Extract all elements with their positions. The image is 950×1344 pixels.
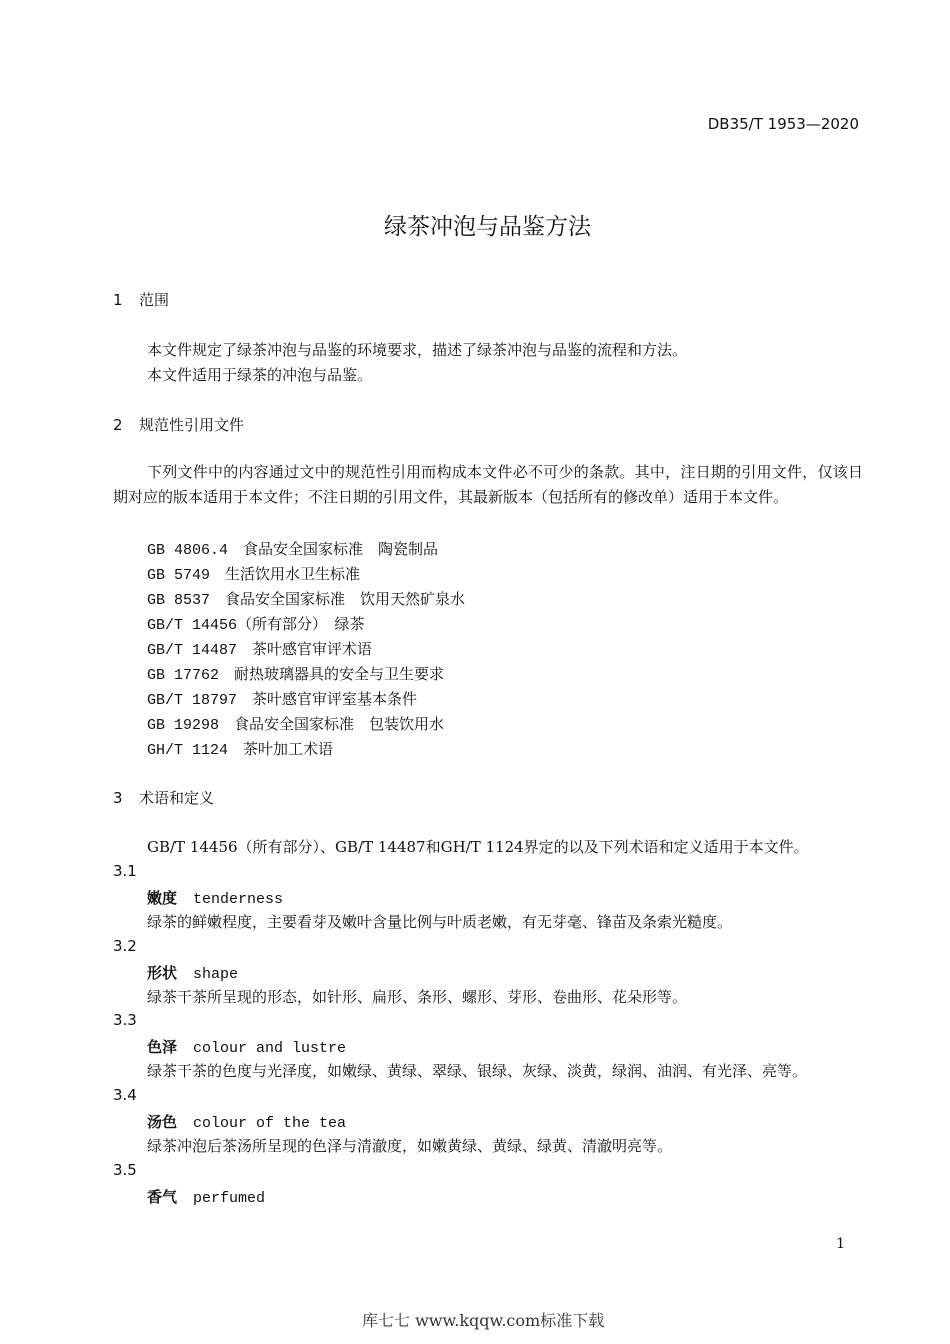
section-number: 1	[113, 291, 123, 309]
clause-number: 3.1	[113, 862, 137, 880]
section-number: 2	[113, 416, 123, 434]
section-title: 规范性引用文件	[139, 416, 245, 434]
scope-paragraph-2: 本文件适用于绿茶的冲泡与品鉴。	[147, 366, 373, 384]
reference-item: GB/T 18797 茶叶感官审评室基本条件	[147, 690, 418, 709]
scope-paragraph-1: 本文件规定了绿茶冲泡与品鉴的环境要求，描述了绿茶冲泡与品鉴的流程和方法。	[147, 341, 688, 359]
reference-item: GB 8537 食品安全国家标准 饮用天然矿泉水	[147, 590, 466, 609]
reference-item: GH/T 1124 茶叶加工术语	[147, 740, 334, 759]
section-title: 术语和定义	[139, 789, 215, 807]
page-number: 1	[836, 1236, 845, 1252]
term-heading: 形状 shape	[147, 964, 239, 983]
clause-number: 3.4	[113, 1086, 137, 1104]
section-title: 范围	[139, 291, 170, 309]
clause-number: 3.3	[113, 1011, 137, 1029]
clause-number: 3.5	[113, 1161, 137, 1179]
reference-item: GB 5749 生活饮用水卫生标准	[147, 565, 361, 584]
terms-intro: GB/T 14456（所有部分）、GB/T 14487和GH/T 1124界定的以及下列术语和定义适用于本文件。	[147, 838, 809, 856]
term-heading: 嫩度 tenderness	[147, 889, 284, 908]
term-definition: 绿茶的鲜嫩程度，主要看芽及嫩叶含量比例与叶质老嫩，有无芽毫、锋苗及条索光糙度。	[147, 913, 733, 931]
section-heading-3	[113, 787, 214, 808]
term-heading: 色泽 colour and lustre	[147, 1038, 347, 1057]
document-title: 绿茶冲泡与品鉴方法	[384, 214, 591, 240]
document-number: DB35/T 1953—2020	[707, 115, 859, 133]
footer-watermark: 库七七 www.kqqw.com标准下载	[362, 1311, 605, 1330]
section-heading-1	[113, 289, 169, 310]
term-definition: 绿茶干茶的色度与光泽度，如嫩绿、黄绿、翠绿、银绿、灰绿、淡黄，绿润、油润、有光泽、亮等。	[147, 1062, 808, 1080]
term-heading: 香气 perfumed	[147, 1188, 266, 1207]
clause-number: 3.2	[113, 937, 137, 955]
reference-item: GB 17762 耐热玻璃器具的安全与卫生要求	[147, 665, 445, 684]
term-heading: 汤色 colour of the tea	[147, 1113, 347, 1132]
reference-item: GB 19298 食品安全国家标准 包装饮用水	[147, 715, 445, 734]
reference-item: GB/T 14456（所有部分） 绿茶	[147, 615, 365, 634]
section-number: 3	[113, 789, 123, 807]
term-definition: 绿茶干茶所呈现的形态，如针形、扁形、条形、螺形、芽形、卷曲形、花朵形等。	[147, 988, 688, 1006]
reference-item: GB/T 14487 茶叶感官审评术语	[147, 640, 373, 659]
term-definition: 绿茶冲泡后茶汤所呈现的色泽与清澈度，如嫩黄绿、黄绿、绿黄、清澈明亮等。	[147, 1137, 673, 1155]
section-heading-2	[113, 414, 244, 435]
references-intro: 下列文件中的内容通过文中的规范性引用而构成本文件必不可少的条款。其中，注日期的引用文件，仅该日期对应的版本适用于本文件；不注日期的引用文件，其最新版本（包括所有的修改单）适用于本文件。	[113, 463, 863, 506]
reference-item: GB 4806.4 食品安全国家标准 陶瓷制品	[147, 540, 439, 559]
